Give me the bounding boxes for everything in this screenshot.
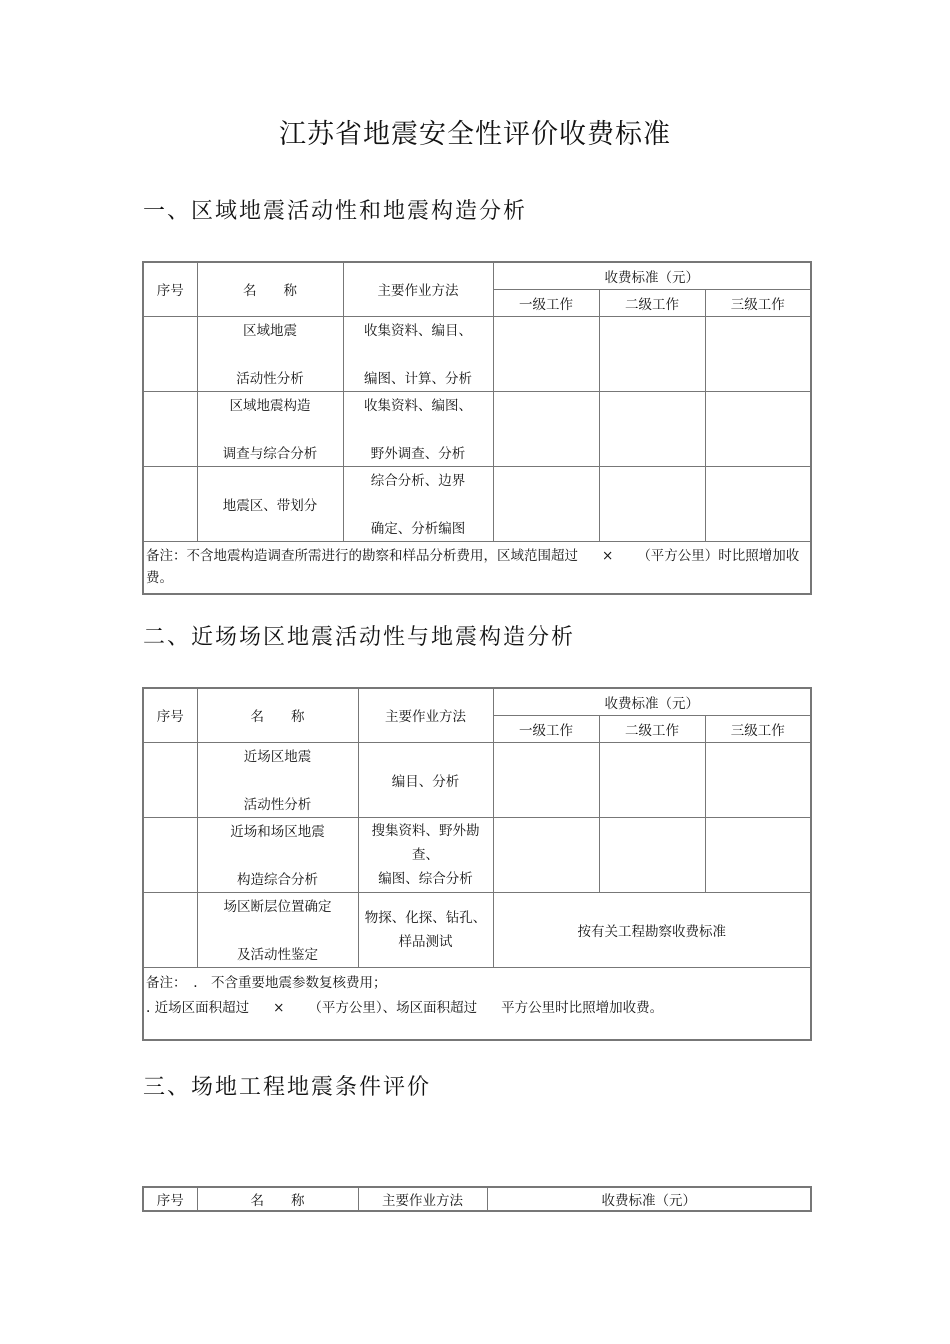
- note-line-2c: 平方公里时比照增加收费。: [501, 999, 664, 1016]
- note-multiply-sign: ×: [273, 999, 285, 1016]
- table-note: [143, 541, 811, 594]
- fee-level2-cell: [599, 817, 705, 892]
- row-method: [343, 466, 493, 541]
- header-name: 名 称: [197, 262, 343, 316]
- header-name: 名 称: [197, 1187, 358, 1211]
- fee-level2-cell: [599, 391, 705, 466]
- row-method: [358, 817, 493, 892]
- table-row: [143, 892, 811, 967]
- row-method: [358, 892, 493, 967]
- row-name: [197, 742, 358, 817]
- header-fee: 收费标准（元）: [493, 262, 811, 289]
- fee-table-1: [142, 261, 812, 595]
- row-method-line1: 收集资料、编目、: [364, 322, 472, 339]
- row-method-line2: 样品测试: [398, 933, 453, 950]
- note-line-2a: . 近场区面积超过: [146, 999, 250, 1016]
- row-method-line1: 物探、化探、钻孔、: [364, 909, 487, 926]
- row-method-line2: 编图、综合分析: [378, 870, 473, 887]
- row-name: [197, 391, 343, 466]
- fee-level1-cell: [493, 742, 599, 817]
- header-no: 序号: [143, 1187, 197, 1211]
- header-fee: 收费标准（元）: [487, 1187, 811, 1211]
- table-note: [143, 967, 811, 1040]
- row-no: [143, 892, 197, 967]
- row-name-line1: 区域地震: [243, 322, 297, 339]
- fee-level2-cell: [599, 466, 705, 541]
- fee-level1-cell: [493, 316, 599, 391]
- row-no: [143, 316, 197, 391]
- fee-table-2: [142, 687, 812, 1041]
- row-method-line2: 野外调查、分析: [370, 445, 466, 462]
- row-method-line2: 确定、分析编图: [370, 520, 466, 537]
- note-multiply-sign: ×: [602, 547, 614, 564]
- note-text-2: （平方公里）时比照增加收费。: [146, 547, 800, 586]
- header-method: 主要作业方法: [343, 262, 493, 316]
- page-title: 江苏省地震安全性评价收费标准: [279, 119, 671, 150]
- row-name-line1: 区域地震构造: [229, 397, 311, 414]
- row-method-line1: 搜集资料、野外勘查、: [371, 822, 480, 863]
- row-method-line1: 综合分析、边界: [370, 472, 466, 489]
- fee-level3-cell: [705, 817, 811, 892]
- fee-table-3: [142, 1186, 812, 1212]
- header-level2: 二级工作: [599, 715, 705, 742]
- row-name-line2: 及活动性鉴定: [237, 946, 318, 963]
- fee-level1-cell: [493, 466, 599, 541]
- row-name-line2: 活动性分析: [236, 370, 304, 387]
- fee-level1-cell: [493, 391, 599, 466]
- fee-level2-cell: [599, 742, 705, 817]
- header-no: 序号: [143, 262, 197, 316]
- table-row: [143, 817, 811, 892]
- fee-level2-cell: [599, 316, 705, 391]
- note-text-1: 备注：不含地震构造调查所需进行的勘察和样品分析费用，区域范围超过: [146, 547, 578, 564]
- fee-level3-cell: [705, 466, 811, 541]
- row-method-line1: 收集资料、编图、: [364, 397, 472, 414]
- header-method: 主要作业方法: [358, 688, 493, 742]
- header-no: 序号: [143, 688, 197, 742]
- row-name-line1: 近场和场区地震: [230, 823, 325, 840]
- table-row: [143, 391, 811, 466]
- row-no: [143, 817, 197, 892]
- row-name-line1: 场区断层位置确定: [223, 898, 332, 915]
- row-name: [197, 316, 343, 391]
- row-name: 地震区、带划分: [197, 466, 343, 541]
- table-row: [143, 316, 811, 391]
- fee-level3-cell: [705, 391, 811, 466]
- fee-level3-cell: [705, 316, 811, 391]
- row-method-line2: 编图、计算、分析: [364, 370, 472, 387]
- header-level1: 一级工作: [493, 715, 599, 742]
- table-row: [143, 466, 811, 541]
- row-name-line2: 构造综合分析: [237, 871, 318, 888]
- header-level3: 三级工作: [705, 715, 811, 742]
- note-line-2b: （平方公里）、场区面积超过: [308, 999, 478, 1016]
- header-level1: 一级工作: [493, 289, 599, 316]
- row-name-line2: 活动性分析: [243, 796, 312, 813]
- row-method: [343, 391, 493, 466]
- row-no: [143, 742, 197, 817]
- header-level2: 二级工作: [599, 289, 705, 316]
- fee-level1-cell: [493, 817, 599, 892]
- row-name-line1: 近场区地震: [243, 748, 312, 765]
- section-1-heading: 一、区域地震活动性和地震构造分析: [143, 199, 528, 224]
- row-no: [143, 466, 197, 541]
- row-name-line2: 调查与综合分析: [222, 445, 318, 462]
- row-method: 编目、分析: [358, 742, 493, 817]
- header-name: 名 称: [197, 688, 358, 742]
- row-method: [343, 316, 493, 391]
- row-no: [143, 391, 197, 466]
- header-level3: 三级工作: [705, 289, 811, 316]
- fee-merged-cell: 按有关工程勘察收费标准: [493, 892, 811, 967]
- note-line-1: 备注： . 不含重要地震参数复核费用；: [146, 974, 387, 991]
- header-fee: 收费标准（元）: [493, 688, 811, 715]
- note-line-2: [146, 996, 808, 1021]
- row-name: [197, 892, 358, 967]
- section-2-heading: 二、近场场区地震活动性与地震构造分析: [143, 625, 576, 650]
- fee-level3-cell: [705, 742, 811, 817]
- section-3-heading: 三、场地工程地震条件评价: [143, 1075, 432, 1100]
- row-name: [197, 817, 358, 892]
- table-row: [143, 742, 811, 817]
- header-method: 主要作业方法: [358, 1187, 487, 1211]
